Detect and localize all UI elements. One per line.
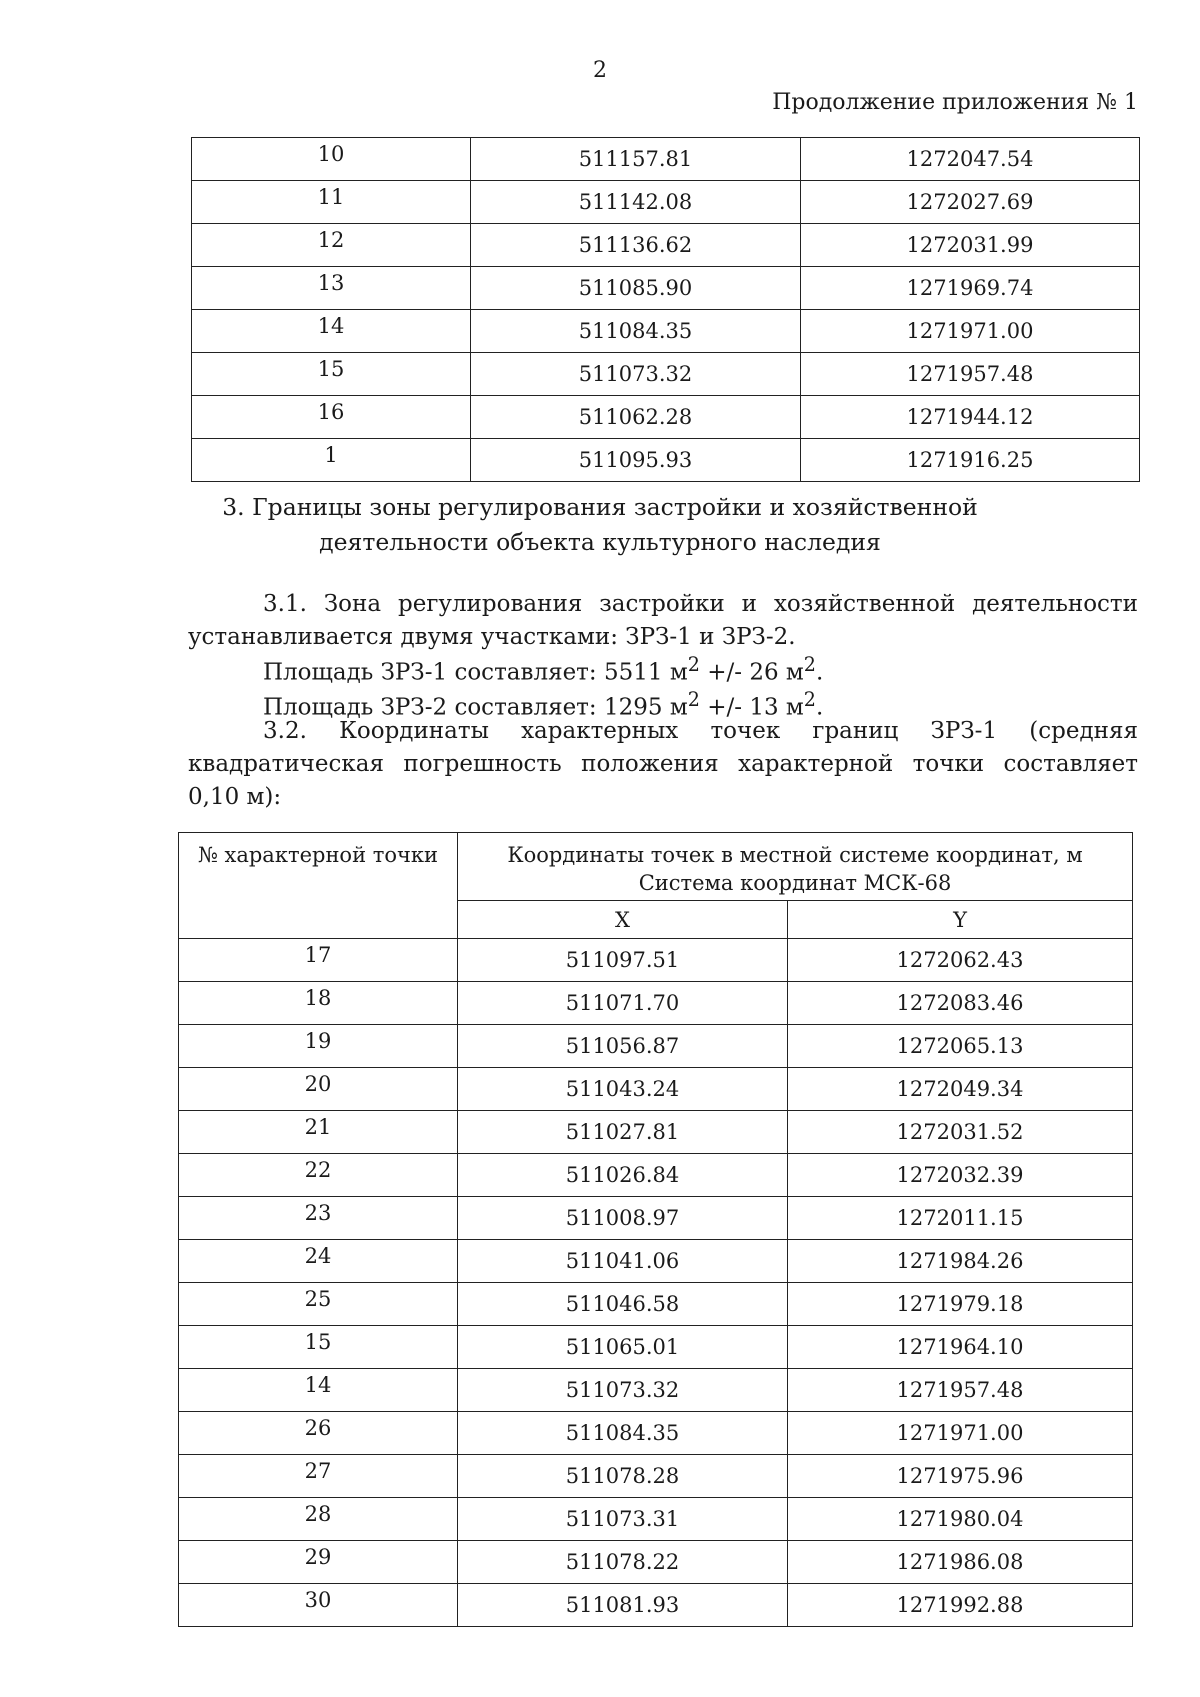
- y-coordinate-cell: 1272031.52: [788, 1111, 1133, 1154]
- table-row: [179, 1068, 1133, 1111]
- point-number-cell: 25: [179, 1283, 458, 1326]
- point-number-cell: 12: [192, 224, 471, 267]
- point-number-cell: 21: [179, 1111, 458, 1154]
- header-coordinates: [458, 833, 1133, 901]
- paragraph-3-1-line1: 3.1. Зона регулирования застройки и хозяйственной деятельности: [263, 591, 1138, 617]
- y-coordinate-cell: 1271944.12: [801, 396, 1140, 439]
- y-coordinate-cell: 1272047.54: [801, 138, 1140, 181]
- y-coordinate-cell: 1271984.26: [788, 1240, 1133, 1283]
- y-coordinate-cell: 1272011.15: [788, 1197, 1133, 1240]
- paragraph-3-2-line2: квадратическая погрешность положения характерной точки составляет: [188, 751, 1138, 777]
- point-number-cell: 15: [179, 1326, 458, 1369]
- table-row: [192, 138, 1140, 181]
- header-x: X: [458, 901, 788, 939]
- y-coordinate-cell: 1271975.96: [788, 1455, 1133, 1498]
- y-coordinate-cell: 1272032.39: [788, 1154, 1133, 1197]
- area-zrz-2-unit-exp: 2: [687, 688, 700, 711]
- area-zrz-2-error: +/- 13 м: [699, 694, 804, 721]
- table-row: [179, 1412, 1133, 1455]
- paragraph-3-1: [188, 588, 1138, 654]
- y-coordinate-cell: 1272031.99: [801, 224, 1140, 267]
- x-coordinate-cell: 511071.70: [458, 982, 788, 1025]
- point-number-cell: 10: [192, 138, 471, 181]
- x-coordinate-cell: 511084.35: [471, 310, 801, 353]
- point-number-cell: 22: [179, 1154, 458, 1197]
- x-coordinate-cell: 511084.35: [458, 1412, 788, 1455]
- point-number-cell: 23: [179, 1197, 458, 1240]
- point-number-cell: 19: [179, 1025, 458, 1068]
- y-coordinate-cell: 1271957.48: [788, 1369, 1133, 1412]
- table-row: [179, 1240, 1133, 1283]
- table-row: [179, 982, 1133, 1025]
- y-coordinate-cell: 1271992.88: [788, 1584, 1133, 1627]
- area-zrz-1-error: +/- 26 м: [699, 659, 804, 686]
- area-zrz-2-period: .: [816, 694, 824, 721]
- table-row: [179, 1111, 1133, 1154]
- y-coordinate-cell: 1272083.46: [788, 982, 1133, 1025]
- y-coordinate-cell: 1271916.25: [801, 439, 1140, 482]
- coordinates-table-continued: [191, 137, 1140, 482]
- y-coordinate-cell: 1271971.00: [788, 1412, 1133, 1455]
- x-coordinate-cell: 511073.32: [458, 1369, 788, 1412]
- y-coordinate-cell: 1272027.69: [801, 181, 1140, 224]
- table-row: [192, 181, 1140, 224]
- area-zrz-2-text: Площадь ЗРЗ-2 составляет: 1295 м: [263, 694, 688, 721]
- x-coordinate-cell: 511056.87: [458, 1025, 788, 1068]
- point-number-cell: 17: [179, 939, 458, 982]
- area-zrz-1-text: Площадь ЗРЗ-1 составляет: 5511 м: [263, 659, 688, 686]
- area-zrz-2-error-exp: 2: [803, 688, 816, 711]
- table-row: [192, 267, 1140, 310]
- paragraph-3-2-line1: 3.2. Координаты характерных точек границ ЗРЗ-1 (средняя: [263, 718, 1138, 744]
- zrz-1-coordinates-table: [178, 832, 1133, 1627]
- appendix-note: Продолжение приложения № 1: [772, 90, 1138, 115]
- x-coordinate-cell: 511027.81: [458, 1111, 788, 1154]
- y-coordinate-cell: 1271971.00: [801, 310, 1140, 353]
- section-heading-line1: 3. Границы зоны регулирования застройки и хозяйственной: [222, 493, 978, 521]
- point-number-cell: 27: [179, 1455, 458, 1498]
- table-row: [179, 1326, 1133, 1369]
- header-y: Y: [788, 901, 1133, 939]
- table-row: [192, 353, 1140, 396]
- header-coordinates-line1: Координаты точек в местной системе координат, м: [507, 843, 1083, 867]
- table-row: [192, 396, 1140, 439]
- x-coordinate-cell: 511085.90: [471, 267, 801, 310]
- x-coordinate-cell: 511097.51: [458, 939, 788, 982]
- x-coordinate-cell: 511157.81: [471, 138, 801, 181]
- x-coordinate-cell: 511073.31: [458, 1498, 788, 1541]
- area-zrz-1-unit-exp: 2: [687, 653, 700, 676]
- table-row: [179, 1541, 1133, 1584]
- x-coordinate-cell: 511136.62: [471, 224, 801, 267]
- header-point-number: № характерной точки: [179, 833, 458, 939]
- table-row: [179, 1154, 1133, 1197]
- x-coordinate-cell: 511046.58: [458, 1283, 788, 1326]
- header-coordinates-line2: Система координат МСК-68: [638, 871, 952, 895]
- point-number-cell: 1: [192, 439, 471, 482]
- y-coordinate-cell: 1271964.10: [788, 1326, 1133, 1369]
- y-coordinate-cell: 1271986.08: [788, 1541, 1133, 1584]
- y-coordinate-cell: 1271980.04: [788, 1498, 1133, 1541]
- point-number-cell: 11: [192, 181, 471, 224]
- point-number-cell: 16: [192, 396, 471, 439]
- x-coordinate-cell: 511078.28: [458, 1455, 788, 1498]
- paragraph-3-2: [188, 715, 1138, 814]
- y-coordinate-cell: 1271979.18: [788, 1283, 1133, 1326]
- y-coordinate-cell: 1272062.43: [788, 939, 1133, 982]
- table-row: [179, 1025, 1133, 1068]
- point-number-cell: 28: [179, 1498, 458, 1541]
- x-coordinate-cell: 511081.93: [458, 1584, 788, 1627]
- table-row: [179, 1283, 1133, 1326]
- table-row: [179, 1369, 1133, 1412]
- table-row: [179, 1197, 1133, 1240]
- x-coordinate-cell: 511041.06: [458, 1240, 788, 1283]
- paragraph-3-1-line2: устанавливается двумя участками: ЗРЗ-1 и ЗРЗ-2.: [188, 624, 796, 650]
- x-coordinate-cell: 511078.22: [458, 1541, 788, 1584]
- section-3-heading: [0, 490, 1200, 560]
- point-number-cell: 26: [179, 1412, 458, 1455]
- point-number-cell: 29: [179, 1541, 458, 1584]
- table-row: [179, 1455, 1133, 1498]
- table-row: [192, 439, 1140, 482]
- table-row: [179, 1498, 1133, 1541]
- point-number-cell: 15: [192, 353, 471, 396]
- x-coordinate-cell: 511026.84: [458, 1154, 788, 1197]
- y-coordinate-cell: 1272065.13: [788, 1025, 1133, 1068]
- y-coordinate-cell: 1271969.74: [801, 267, 1140, 310]
- area-zrz-1-error-exp: 2: [803, 653, 816, 676]
- x-coordinate-cell: 511008.97: [458, 1197, 788, 1240]
- y-coordinate-cell: 1271957.48: [801, 353, 1140, 396]
- x-coordinate-cell: 511142.08: [471, 181, 801, 224]
- y-coordinate-cell: 1272049.34: [788, 1068, 1133, 1111]
- x-coordinate-cell: 511095.93: [471, 439, 801, 482]
- x-coordinate-cell: 511065.01: [458, 1326, 788, 1369]
- point-number-cell: 14: [192, 310, 471, 353]
- x-coordinate-cell: 511062.28: [471, 396, 801, 439]
- point-number-cell: 30: [179, 1584, 458, 1627]
- page-number: 2: [593, 58, 607, 83]
- point-number-cell: 13: [192, 267, 471, 310]
- table-row: [179, 939, 1133, 982]
- point-number-cell: 24: [179, 1240, 458, 1283]
- point-number-cell: 14: [179, 1369, 458, 1412]
- point-number-cell: 20: [179, 1068, 458, 1111]
- x-coordinate-cell: 511043.24: [458, 1068, 788, 1111]
- table-row: [179, 1584, 1133, 1627]
- paragraph-3-2-line3: 0,10 м):: [188, 784, 282, 810]
- point-number-cell: 18: [179, 982, 458, 1025]
- table-row: [192, 224, 1140, 267]
- area-zrz-1-period: .: [816, 659, 824, 686]
- table-row: [192, 310, 1140, 353]
- section-heading-line2: деятельности объекта культурного наследия: [319, 528, 881, 556]
- x-coordinate-cell: 511073.32: [471, 353, 801, 396]
